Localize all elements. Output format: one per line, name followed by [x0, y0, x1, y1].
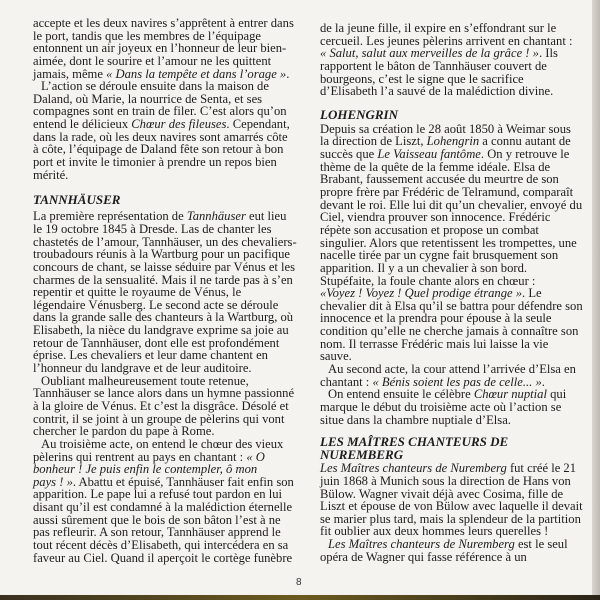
text-line: Oubliant malheureusement toute retenue, — [41, 373, 249, 388]
text-line: retour de Tannhäuser, dont elle est profondément — [33, 335, 280, 350]
paragraph — [320, 462, 595, 538]
italic-text: « Bénis soient les pas de celle... » — [372, 374, 542, 389]
text-run: succès que — [320, 147, 378, 162]
paragraph — [33, 17, 308, 80]
text-line: repentir et quitte le royaume de Vénus, le — [33, 285, 242, 300]
text-run: La première représentation de — [33, 209, 187, 224]
italic-text: Les Maîtres chanteurs de Nuremberg — [328, 537, 515, 552]
paragraph — [33, 375, 308, 438]
text-line: chastetés de l’amour, Tannhäuser, un des chevaliers- — [33, 234, 297, 249]
text-line: condition qu’elle ne cherche jamais à connaître son — [320, 324, 579, 339]
text-line: compagnes sont en train de filer. C’est alors qu’on — [33, 104, 287, 119]
text-line: fit oublier aux deux hommes leurs querelles ! — [320, 524, 549, 539]
page-number: 8 — [296, 577, 302, 588]
paragraph — [320, 22, 595, 98]
text-run: chantant : — [320, 374, 373, 389]
paragraph — [33, 80, 308, 181]
text-run: . — [541, 374, 545, 389]
italic-text: bonheur ! Je puis enfin le contempler, ô mon — [33, 462, 258, 477]
text-line: L’action se déroule ensuite dans la maison de — [41, 79, 269, 94]
right-column — [320, 22, 595, 563]
text-run: qui — [546, 387, 567, 402]
text-run: pèlerins qui rentrent au pays en chantant : — [33, 449, 247, 464]
text-line: opéra de Wagner qui fasse référence à un — [320, 549, 527, 564]
text-line: éprise. Les chevaliers et leur dame chantent en — [33, 348, 268, 363]
text-line: charmes de la sensualité. Mais il ne tarde pas à s’en — [33, 272, 293, 287]
text-line: Daland, où Marie, la nourrice de Senta, et ses — [33, 91, 263, 106]
text-run: la direction de Liszt, — [320, 134, 427, 149]
text-line: concours de chant, se laisse séduire par Vénus et les — [33, 259, 296, 274]
text-run: fut créé le 21 — [506, 461, 577, 476]
text-line: Tannhäuser se lance alors dans un hymne passionné — [33, 386, 295, 401]
text-line: port et invite le timonier à prendre un repos bien — [33, 155, 277, 170]
paragraph — [33, 438, 308, 564]
text-run: . Ils — [538, 46, 558, 61]
text-line: aussi sûrement que le bois de son bâton l’est à ne — [33, 512, 281, 527]
text-line: le 19 octobre 1845 à Dresde. Las de chanter les — [33, 221, 272, 236]
paragraph — [320, 388, 595, 426]
italic-text: pays ! » — [33, 474, 73, 489]
page-edge-shadow — [592, 0, 600, 600]
text-line: bourgeons, c’est le signe que le sacrifice — [320, 71, 524, 86]
italic-text: Chœur des fileuses — [131, 117, 227, 132]
text-line: LES MAÎTRES CHANTEURS DE — [320, 434, 509, 450]
text-line: chercher le pardon du pape à Rome. — [33, 424, 215, 439]
paragraph — [320, 363, 595, 388]
text-line: entonnent un air joyeux en l’honneur de leur bien- — [33, 41, 287, 56]
text-line: de la jeune fille, il expire en s’effondrant sur le — [320, 21, 557, 35]
text-line — [33, 118, 308, 131]
italic-text: Lohengrin — [426, 134, 480, 149]
italic-text: « O — [246, 449, 265, 464]
italic-text: « Dans la tempête et dans l’orage » — [106, 66, 287, 81]
text-run: a connu autant de — [479, 134, 571, 149]
italic-text: Chœur nuptial — [473, 387, 547, 402]
text-line: à côte, l’équipage de Daland fête son retour à bon — [33, 142, 284, 157]
text-run: entend le délicieux — [33, 117, 132, 132]
text-line: devant le roi. Elle lui dit qu’un chevalier, envoyé du — [320, 197, 583, 212]
text-line: apparition. Le pape lui a refusé tout pardon en lui — [33, 487, 282, 502]
text-line: Stupéfaite, la foule chante alors en chœur : — [320, 273, 536, 288]
italic-text: Les Maîtres chanteurs de Nuremberg — [320, 461, 507, 476]
text-line: le port, tandis que les membres de l’équipage — [33, 28, 262, 43]
text-line: nom. Il terrasse Frédéric mais lui laisse la vie — [320, 336, 549, 351]
text-run: jamais, même — [33, 66, 107, 81]
text-line: propre frère par Frédéric de Telramund, comparaît — [320, 185, 574, 200]
italic-text: Tannhäuser — [186, 209, 246, 224]
text-line — [320, 287, 595, 300]
text-line: Brabant, faussement accusée du meurtre de son — [320, 172, 559, 187]
text-line: sauve. — [320, 349, 352, 364]
text-line: apparition. Il y a un chevalier à son bord. — [320, 260, 528, 275]
text-line — [320, 148, 595, 161]
text-line: accepte et les deux navires s’apprêtent à entrer dans — [33, 16, 294, 30]
paragraph — [33, 210, 308, 374]
text-line: disant qu’il est condamné à la malédiction éternelle — [33, 500, 293, 515]
text-line: d’Elisabeth l’a sauvé de la malédiction divine. — [320, 84, 554, 99]
text-line: contrit, il se joint à un groupe de pèlerins qui vont — [33, 411, 285, 426]
text-line: mérité. — [33, 167, 69, 182]
text-line — [320, 462, 595, 475]
text-run: eut lieu — [245, 209, 287, 224]
bottom-edge-strip — [0, 595, 600, 600]
text-line: marque le début du troisième acte où l’action se — [320, 399, 562, 414]
text-line: répète son accusation et propose un combat — [320, 222, 539, 237]
text-line: rapportent le bâton de Tannhäuser couvert de — [320, 58, 547, 73]
text-line: LOHENGRIN — [320, 106, 399, 122]
text-line — [320, 538, 595, 551]
text-line: thème de la quête de la femme idéale. Elsa de — [320, 159, 551, 174]
text-line: juin 1868 à Munich sous la direction de Hans von — [320, 473, 571, 488]
text-run: est le seul — [514, 537, 568, 552]
section-heading — [33, 193, 308, 206]
text-line: NUREMBERG — [320, 447, 404, 463]
text-line: à la gloire de Vénus. Et c’est la disgrâce. Désolé et — [33, 398, 289, 413]
text-line: aimée, dont le sourire et l’amour ne les quittent — [33, 53, 272, 68]
text-run: . Cependant, — [226, 117, 290, 132]
text-run: . — [286, 66, 290, 81]
text-line: tout récent décès d’Elisabeth, qui intercédera en sa — [33, 537, 289, 552]
text-run: . Le — [522, 286, 542, 301]
text-line: TANNHÄUSER — [33, 192, 121, 208]
left-column — [33, 17, 308, 564]
text-line: l’honneur du landgrave et de leur auditoire. — [33, 361, 252, 376]
text-run: . Abattu et épuisé, Tannhäuser fait enfin son — [72, 474, 294, 489]
text-line: Elisabeth, la nièce du landgrave exprime sa joie au — [33, 323, 289, 338]
text-line: dans la grande salle des chanteurs à la Wartburg, où — [33, 310, 294, 325]
text-line: Depuis sa création le 28 août 1850 à Weimar sous — [320, 121, 571, 136]
text-line: Au second acte, la cour attend l’arrivée d’Elsa en — [328, 362, 576, 377]
paragraph — [320, 538, 595, 563]
text-line: singulier. Alors que retentissent les trompettes, une — [320, 235, 577, 250]
text-line: Ciel, viendra prouver son innocence. Frédéric — [320, 210, 551, 225]
text-line: Liszt et épouse de von Bülow avec laquelle il devait — [320, 499, 583, 514]
text-line: cercueil. Les jeunes pèlerins arrivent en chantant : — [320, 33, 573, 48]
italic-text: «Voyez ! Voyez ! Quel prodige étrange » — [320, 286, 523, 301]
text-line: dans la rade, où les deux navires sont amarrés côte — [33, 129, 288, 144]
text-run: On entend ensuite le célèbre — [328, 387, 474, 402]
text-line: se marier plus tard, mais la splendeur de la partition — [320, 511, 581, 526]
text-line: pas refleurir. A son retour, Tannhäuser apprend le — [33, 525, 281, 540]
text-run: . On y retrouve le — [480, 147, 570, 162]
text-line: chevalier dit à Elsa qu’il se battra pour défendre son — [320, 298, 583, 313]
text-line: Au troisième acte, on entend le chœur des vieux — [41, 436, 284, 451]
text-line: situe dans la chambre nuptiale d’Elsa. — [320, 412, 511, 427]
text-line: légendaire Vénusberg. Le second acte se déroule — [33, 297, 279, 312]
paragraph — [320, 123, 595, 363]
text-line: Bülow. Wagner vivait déjà avec Cosima, fille de — [320, 486, 564, 501]
text-line: nacelle tirée par un cygne fait brusquement son — [320, 248, 559, 263]
italic-text: Le Vaisseau fantôme — [377, 147, 481, 162]
section-heading — [320, 108, 595, 121]
text-line: innocence et la prendra pour épouse à la seule — [320, 311, 552, 326]
section-heading — [320, 435, 595, 461]
text-line: faveur au Ciel. Quand il aperçoit le cortège funèbre — [33, 550, 293, 565]
text-line: troubadours réunis à la Wartburg pour un pacifique — [33, 247, 290, 262]
italic-text: « Salut, salut aux merveilles de la grâce ! » — [320, 46, 539, 61]
